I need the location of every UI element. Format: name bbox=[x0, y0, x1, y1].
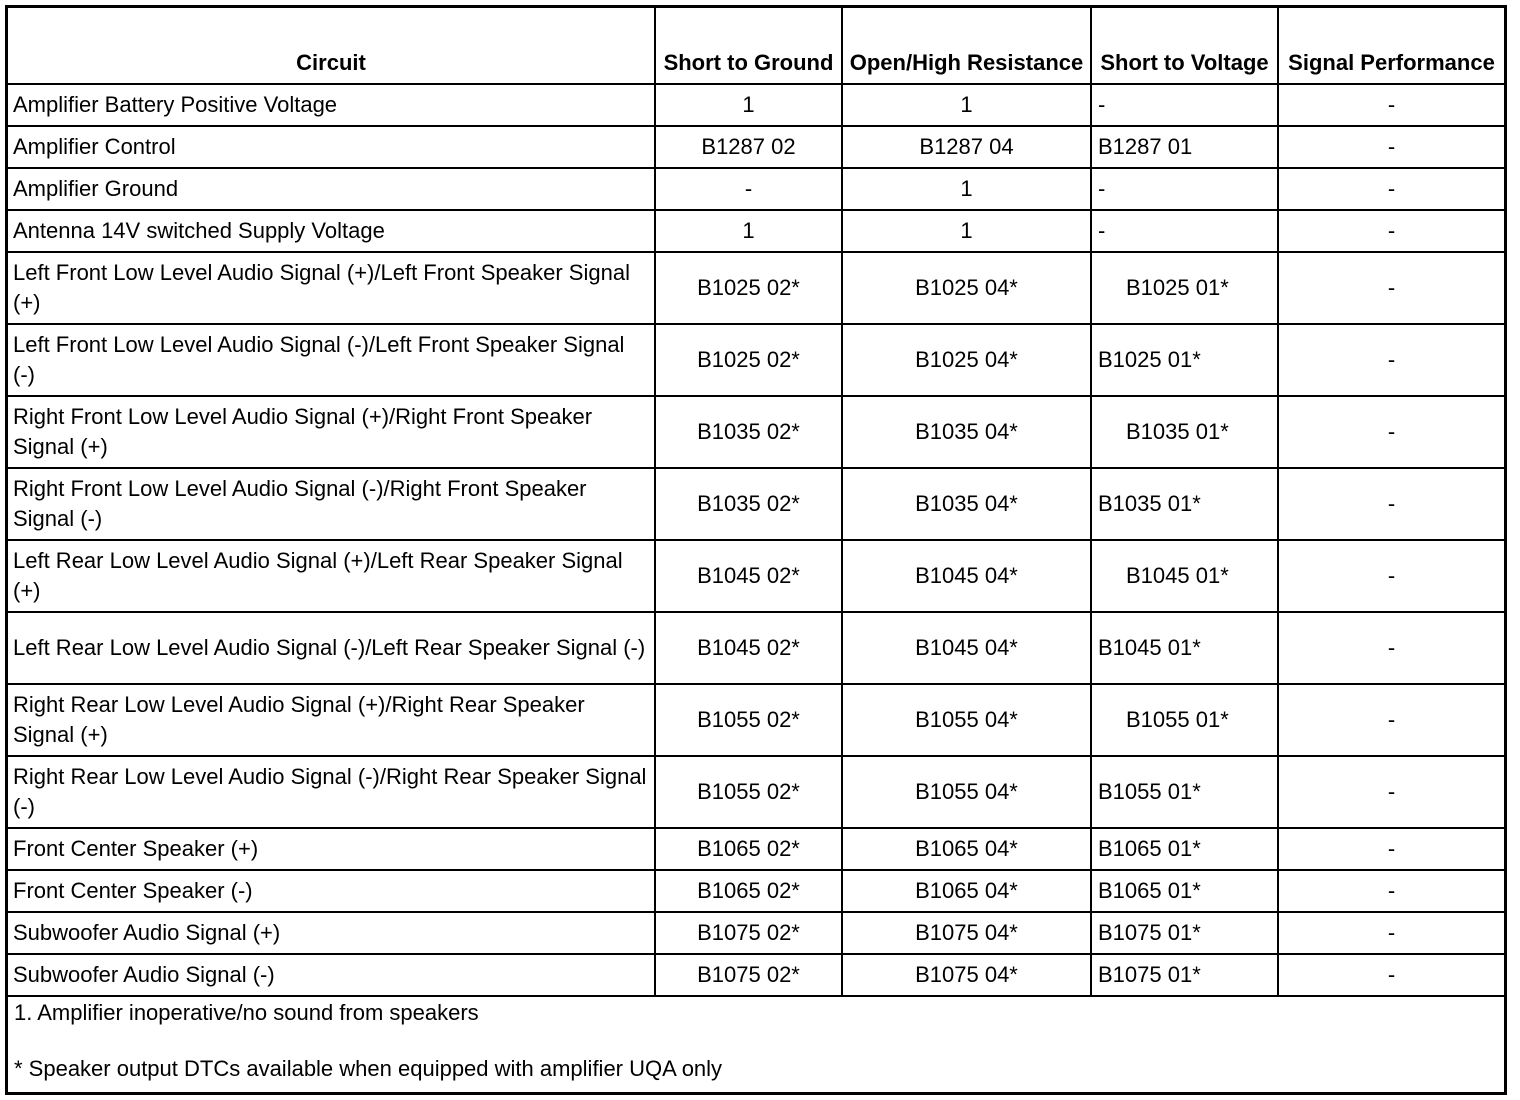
open-high-resistance-cell: B1065 04* bbox=[842, 870, 1091, 912]
header-open-high-resistance: Open/High Resistance bbox=[842, 8, 1091, 84]
short-to-ground-cell: B1035 02* bbox=[655, 468, 842, 540]
circuit-cell: Amplifier Control bbox=[8, 126, 655, 168]
short-to-ground-cell: B1065 02* bbox=[655, 870, 842, 912]
open-high-resistance-cell: B1025 04* bbox=[842, 252, 1091, 324]
signal-performance-cell: - bbox=[1278, 828, 1504, 870]
short-to-ground-cell: B1045 02* bbox=[655, 540, 842, 612]
circuit-cell: Subwoofer Audio Signal (-) bbox=[8, 954, 655, 996]
short-to-voltage-cell: - bbox=[1091, 84, 1278, 126]
open-high-resistance-cell: B1045 04* bbox=[842, 540, 1091, 612]
table-row bbox=[8, 756, 1504, 828]
short-to-voltage-cell: B1055 01* bbox=[1091, 756, 1278, 828]
short-to-voltage-cell: B1035 01* bbox=[1091, 396, 1278, 468]
short-to-voltage-cell: B1065 01* bbox=[1091, 870, 1278, 912]
header-short-to-voltage: Short to Voltage bbox=[1091, 8, 1278, 84]
footnote-asterisk: * Speaker output DTCs available when equipped with amplifier UQA only bbox=[14, 1056, 723, 1081]
short-to-voltage-cell: B1045 01* bbox=[1091, 612, 1278, 684]
table-row bbox=[8, 540, 1504, 612]
signal-performance-cell: - bbox=[1278, 756, 1504, 828]
table-row bbox=[8, 684, 1504, 756]
short-to-ground-cell: B1055 02* bbox=[655, 684, 842, 756]
header-row bbox=[8, 8, 1504, 84]
circuit-cell: Left Rear Low Level Audio Signal (+)/Left Rear Speaker Signal (+) bbox=[8, 540, 655, 612]
short-to-ground-cell: B1287 02 bbox=[655, 126, 842, 168]
signal-performance-cell: - bbox=[1278, 168, 1504, 210]
circuit-cell: Front Center Speaker (+) bbox=[8, 828, 655, 870]
short-to-ground-cell: B1055 02* bbox=[655, 756, 842, 828]
table-row bbox=[8, 954, 1504, 996]
table-row bbox=[8, 612, 1504, 684]
short-to-voltage-cell: B1075 01* bbox=[1091, 954, 1278, 996]
circuit-cell: Front Center Speaker (-) bbox=[8, 870, 655, 912]
table-row bbox=[8, 84, 1504, 126]
short-to-ground-cell: B1075 02* bbox=[655, 912, 842, 954]
table-row bbox=[8, 828, 1504, 870]
open-high-resistance-cell: 1 bbox=[842, 168, 1091, 210]
short-to-ground-cell: B1075 02* bbox=[655, 954, 842, 996]
short-to-ground-cell: B1045 02* bbox=[655, 612, 842, 684]
circuit-cell: Right Rear Low Level Audio Signal (+)/Right Rear Speaker Signal (+) bbox=[8, 684, 655, 756]
signal-performance-cell: - bbox=[1278, 912, 1504, 954]
short-to-voltage-cell: B1287 01 bbox=[1091, 126, 1278, 168]
short-to-voltage-cell: B1075 01* bbox=[1091, 912, 1278, 954]
signal-performance-cell: - bbox=[1278, 252, 1504, 324]
header-signal-performance: Signal Performance bbox=[1278, 8, 1504, 84]
short-to-voltage-cell: - bbox=[1091, 210, 1278, 252]
short-to-voltage-cell: B1055 01* bbox=[1091, 684, 1278, 756]
circuit-cell: Antenna 14V switched Supply Voltage bbox=[8, 210, 655, 252]
short-to-voltage-cell: B1035 01* bbox=[1091, 468, 1278, 540]
table-row bbox=[8, 324, 1504, 396]
footnotes bbox=[8, 998, 1504, 1084]
signal-performance-cell: - bbox=[1278, 540, 1504, 612]
table-row bbox=[8, 168, 1504, 210]
table-row bbox=[8, 468, 1504, 540]
short-to-ground-cell: 1 bbox=[655, 84, 842, 126]
circuit-cell: Amplifier Battery Positive Voltage bbox=[8, 84, 655, 126]
short-to-voltage-cell: B1045 01* bbox=[1091, 540, 1278, 612]
open-high-resistance-cell: B1287 04 bbox=[842, 126, 1091, 168]
signal-performance-cell: - bbox=[1278, 324, 1504, 396]
table-row bbox=[8, 912, 1504, 954]
header-circuit: Circuit bbox=[8, 8, 655, 84]
open-high-resistance-cell: B1075 04* bbox=[842, 912, 1091, 954]
short-to-ground-cell: B1025 02* bbox=[655, 252, 842, 324]
short-to-ground-cell: - bbox=[655, 168, 842, 210]
header-short-to-ground: Short to Ground bbox=[655, 8, 842, 84]
signal-performance-cell: - bbox=[1278, 870, 1504, 912]
open-high-resistance-cell: B1035 04* bbox=[842, 468, 1091, 540]
signal-performance-cell: - bbox=[1278, 396, 1504, 468]
table-row bbox=[8, 870, 1504, 912]
footnote-1: 1. Amplifier inoperative/no sound from speakers bbox=[14, 1000, 479, 1025]
open-high-resistance-cell: B1055 04* bbox=[842, 756, 1091, 828]
open-high-resistance-cell: B1025 04* bbox=[842, 324, 1091, 396]
signal-performance-cell: - bbox=[1278, 126, 1504, 168]
open-high-resistance-cell: 1 bbox=[842, 84, 1091, 126]
open-high-resistance-cell: B1045 04* bbox=[842, 612, 1091, 684]
circuit-cell: Subwoofer Audio Signal (+) bbox=[8, 912, 655, 954]
circuit-cell: Right Front Low Level Audio Signal (+)/Right Front Speaker Signal (+) bbox=[8, 396, 655, 468]
open-high-resistance-cell: B1065 04* bbox=[842, 828, 1091, 870]
short-to-voltage-cell: B1065 01* bbox=[1091, 828, 1278, 870]
short-to-ground-cell: B1065 02* bbox=[655, 828, 842, 870]
short-to-ground-cell: 1 bbox=[655, 210, 842, 252]
circuit-cell: Amplifier Ground bbox=[8, 168, 655, 210]
circuit-cell: Right Rear Low Level Audio Signal (-)/Right Rear Speaker Signal (-) bbox=[8, 756, 655, 828]
short-to-voltage-cell: - bbox=[1091, 168, 1278, 210]
short-to-voltage-cell: B1025 01* bbox=[1091, 324, 1278, 396]
circuit-cell: Left Front Low Level Audio Signal (-)/Left Front Speaker Signal (-) bbox=[8, 324, 655, 396]
table-row bbox=[8, 396, 1504, 468]
signal-performance-cell: - bbox=[1278, 954, 1504, 996]
signal-performance-cell: - bbox=[1278, 468, 1504, 540]
signal-performance-cell: - bbox=[1278, 210, 1504, 252]
circuit-cell: Left Rear Low Level Audio Signal (-)/Left Rear Speaker Signal (-) bbox=[8, 612, 655, 684]
open-high-resistance-cell: B1075 04* bbox=[842, 954, 1091, 996]
table-row bbox=[8, 126, 1504, 168]
short-to-ground-cell: B1035 02* bbox=[655, 396, 842, 468]
signal-performance-cell: - bbox=[1278, 612, 1504, 684]
signal-performance-cell: - bbox=[1278, 684, 1504, 756]
open-high-resistance-cell: B1055 04* bbox=[842, 684, 1091, 756]
circuit-cell: Left Front Low Level Audio Signal (+)/Left Front Speaker Signal (+) bbox=[8, 252, 655, 324]
signal-performance-cell: - bbox=[1278, 84, 1504, 126]
open-high-resistance-cell: 1 bbox=[842, 210, 1091, 252]
short-to-ground-cell: B1025 02* bbox=[655, 324, 842, 396]
dtc-table-frame bbox=[5, 5, 1507, 1095]
table-row bbox=[8, 210, 1504, 252]
table-row bbox=[8, 252, 1504, 324]
circuit-cell: Right Front Low Level Audio Signal (-)/Right Front Speaker Signal (-) bbox=[8, 468, 655, 540]
short-to-voltage-cell: B1025 01* bbox=[1091, 252, 1278, 324]
open-high-resistance-cell: B1035 04* bbox=[842, 396, 1091, 468]
circuit-dtc-table bbox=[8, 8, 1504, 997]
